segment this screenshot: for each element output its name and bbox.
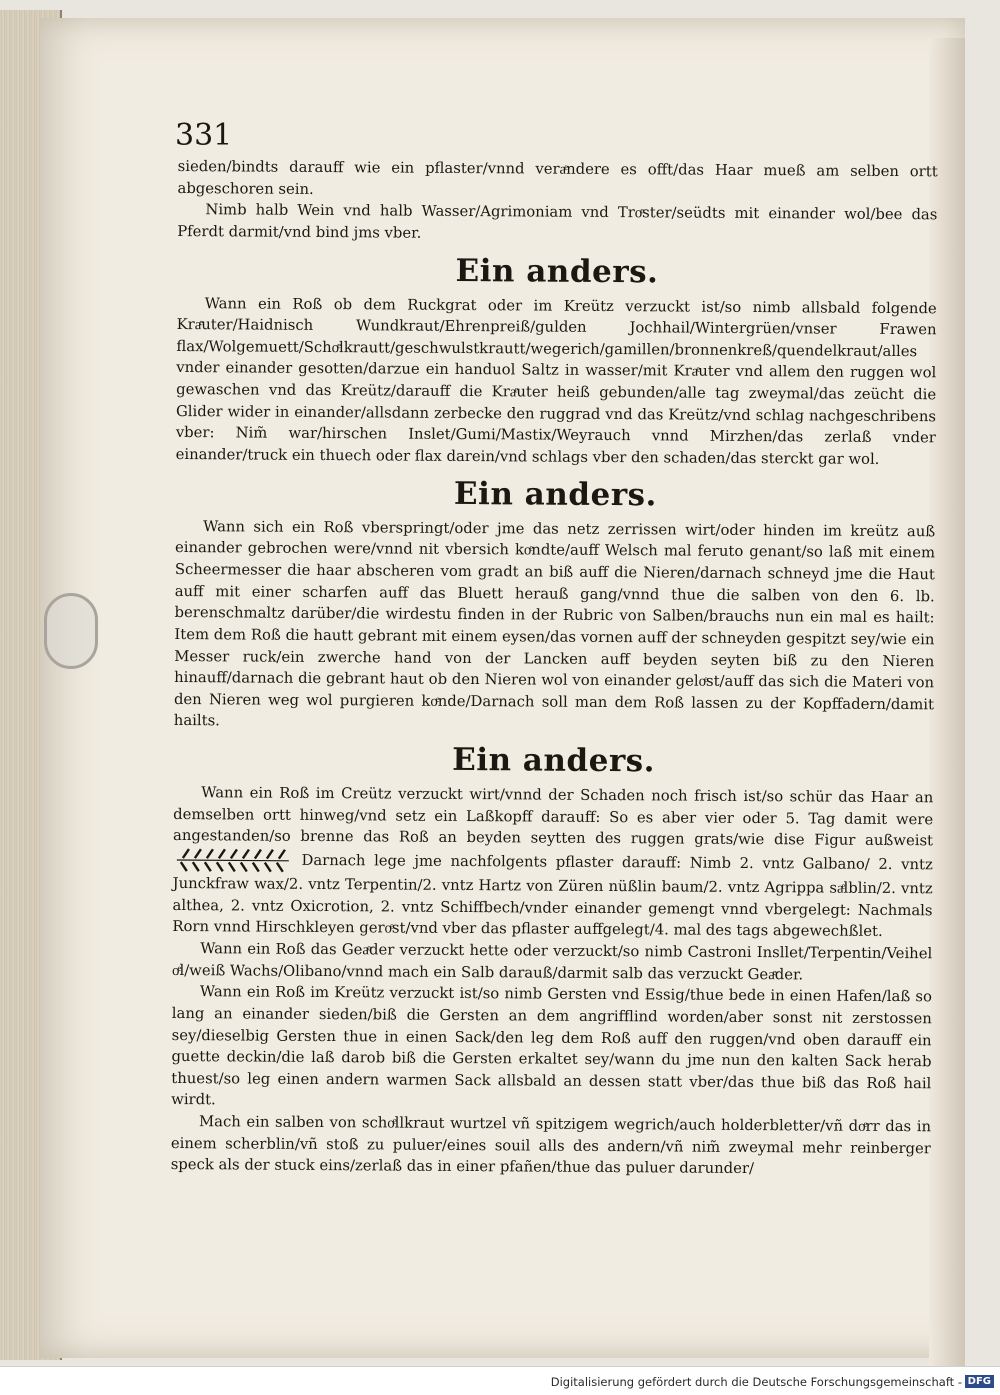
top-spacer: [178, 124, 938, 161]
page-number: 331: [175, 118, 233, 153]
footer-bar: [0, 1366, 1000, 1395]
paragraph: Nimb halb Wein vnd halb Wasser/Agrimoniam vnd Troͤster/seüdts mit einander wol/bee das Pferdt darmit/vnd bind jms vber.: [177, 201, 938, 242]
footer-credit: Digitalisierung gefördert durch die Deutsche Forschungsgemeinschaft -: [550, 1375, 962, 1389]
page-text: [171, 124, 938, 1181]
section-heading: Ein anders.: [455, 252, 659, 290]
burn-pattern-figure: [175, 847, 291, 874]
paragraph-with-figure: [172, 782, 933, 943]
paragraph-text-before-figure: Wann ein Roß im Creütz verzuckt wirt/vnnd der Schaden noch frisch ist/so schür das Haar an demselben ortt hinweg/vnd setz ein Laßkopff darauff: So es aber vier oder 5. Tag damit were angestanden/so brenne das Roß an beyden seytten des ruggen grats/wie dise Figur außweist: [172, 784, 934, 850]
paper-clip: [44, 593, 98, 669]
paragraph: Mach ein salben von schoͤllkraut wurtzel vñ spitzigem wegrich/auch holderbletter/vñ doͤrr das in einem scherblin/vñ stoß zu puluer/eines souil alls des andern/vñ nim̃ zweymal mehr reinberger speck als der stuck eins/zerlaß das in einer pfañen/thue das puluer darunder/: [170, 1113, 932, 1178]
paragraph: Wann ein Roß ob dem Ruckgrat oder im Kreütz verzuckt ist/so nimb allsbald folgende Kraͤuter/Haidnisch Wundkraut/Ehrenpreiß/gulden Jochhail/Wintergrüen/vnser Frawen flax/Wolgemuett/Schoͤlkrautt/geschwulstkrautt/wegerich/gamillen/bronnenkreß/quendelkraut/alles vnder einander gesotten/darzue ein handuol Saltz in wasser/mit Kraͤuter vnd allem den ruggen wol gewaschen vnd das Kreütz/darauff die Kraͤuter heiß gebunden/alle tag zweymal/das zeücht die Glider wider in einander/allsdann zerbecke den ruggrad vnd das Kreütz/vnd schlag nachgeschribens vber: Nim̃ war/hirschen Inslet/Gumi/Mastix/Weyrauch vnnd Mirzhen/das zerlaß vnder einander/truck ein thuech oder flax darein/vnd schlags vber den schaden/das sterckt gar wol.: [175, 294, 937, 468]
dfg-logo: DFG: [965, 1375, 994, 1388]
section-heading: Ein anders.: [453, 475, 657, 514]
paragraph: sieden/bindts darauff wie ein pflaster/vnnd veraͤndere es offt/das Haar mueß am selben ortt abgeschoren sein.: [177, 157, 938, 198]
paragraph: Wann ein Roß im Kreütz verzuckt ist/so nimb Gersten vnd Essig/thue bede in einen Hafen/laß so lang an einander sieden/biß die Gersten an dem angrifflind worden/aber sonst nit zerstossen sey/dieselbig Gersten thue in einen Sack/den leg dem Roß auff den ruggen/vnd oben darauff ein guette deckin/die laß darob biß die Gersten erkaltet sey/wann du jme nun den kalten Sack herab thuest/so leg einen andern warmen Sack allsbald an dessen statt vber/das thue biß das Roß hail wirdt.: [171, 983, 932, 1109]
paragraph: Wann sich ein Roß vberspringt/oder jme das netz zerrissen wirt/oder hinden im kreütz auß einander gebrochen were/vnnd nit vbersich koͤndte/auff Welsch mal feruto genant/so laß mit einem Scheermesser die haar abscheren vom gradt an biß auff die Nieren/darnach schneyd jme die Haut auff mit einer scharfen auff das Bluett herauß gang/vnnd thue die salben von den 6. lb. berenschmaltz darüber/die wirdestu finden in der Rubric von Salben/brauchs nun ein mal es hailt: Item dem Roß die hautt gebrant mit einem eysen/das vornen auff der schneyden gespitzt sey/wie ein Messer ruck/ein zwerche hand von der Lancken auff beyden seyten biß zu den Nieren hinauff/darnach die gebrant haut ob den Nieren wol von einander geloͤst/auff das sich die Materi von den Nieren weg wol purgieren koͤnde/Darnach soll man dem Roß lassen zu der Kopffadern/damit hailts.: [173, 517, 936, 730]
paragraph-text-after-figure: Darnach lege jme nachfolgents pflaster darauff: Nimb 2. vntz Galbano/ 2. vntz Junckfraw wax/2. vntz Terpentin/2. vntz Hartz von Züren nüßlin baum/2. vntz Agrippa saͤlblin/2. vntz althea, 2. vntz Oxicrotion, 2. vntz Schiffbech/vnder einander gemengt vnnd vbergelegt: Nachmals Rorn vnnd Hirschkleyen geroͤst/vnd vber das pflaster auffgelegt/4. mal des tags abgewechßlet.: [172, 851, 933, 941]
section-heading: Ein anders.: [452, 742, 656, 780]
paragraph: Wann ein Roß das Geaͤder verzuckt hette oder verzuckt/so nimb Castroni Insllet/Terpentin/Veihel oͤl/weiß Wachs/Olibano/vnnd mach ein Salb darauß/darmit salb das verzuckt Geaͤder.: [172, 940, 933, 983]
